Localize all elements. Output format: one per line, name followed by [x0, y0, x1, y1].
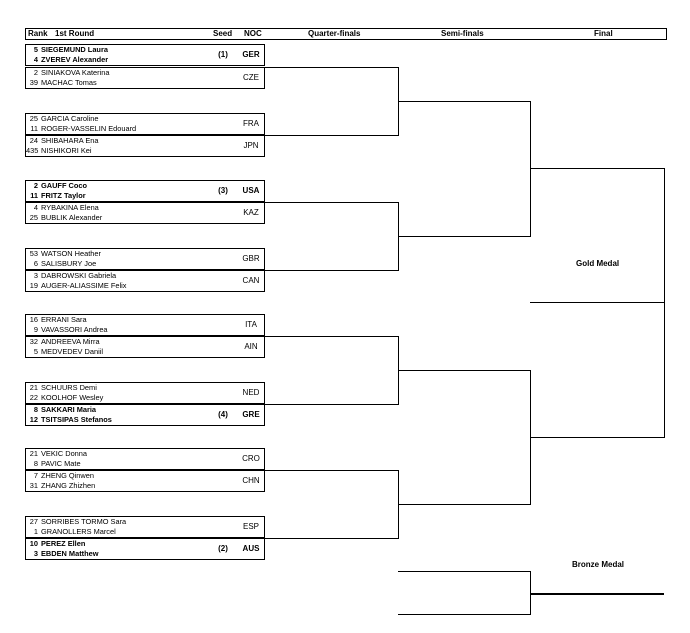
- match-box: [25, 470, 265, 492]
- player-row: [26, 539, 232, 549]
- player-row: [26, 415, 232, 425]
- player-name: VEKIC Donna: [41, 449, 88, 458]
- player-rank: 8: [33, 459, 38, 468]
- match-box: [25, 67, 265, 89]
- player-row: [26, 45, 232, 55]
- player-name: GAUFF Coco: [41, 181, 87, 190]
- player-name: MACHAC Tomas: [41, 78, 97, 87]
- player-name: EBDEN Matthew: [41, 549, 99, 558]
- player-rank: 435: [26, 146, 39, 155]
- noc-code: CAN: [242, 276, 260, 285]
- player-row: [26, 517, 232, 527]
- player-rank: 4: [33, 55, 38, 64]
- noc-code: CRO: [242, 454, 260, 463]
- match-box: [25, 248, 265, 270]
- player-rank: 2: [33, 68, 38, 77]
- player-rank: 53: [29, 249, 38, 258]
- player-name: SORRIBES TORMO Sara: [41, 517, 127, 526]
- match-box: [25, 382, 265, 404]
- player-row: [26, 78, 232, 88]
- player-row: [26, 549, 232, 559]
- player-name: MEDVEDEV Daniil: [41, 347, 104, 356]
- match-box: [25, 202, 265, 224]
- noc-code: ESP: [242, 522, 259, 531]
- player-rank: 3: [33, 549, 38, 558]
- player-row: [26, 136, 232, 146]
- seed-label: (3): [218, 186, 228, 195]
- player-name: SCHUURS Demi: [41, 383, 97, 392]
- player-name: SALISBURY Joe: [41, 259, 97, 268]
- player-rank: 2: [33, 181, 38, 190]
- header-noc: NOC: [244, 29, 262, 38]
- player-rank: 24: [29, 136, 38, 145]
- match-box: [25, 314, 265, 336]
- player-rank: 22: [29, 393, 38, 402]
- match-box: [25, 135, 265, 157]
- player-name: GRANOLLERS Marcel: [41, 527, 116, 536]
- player-row: [26, 471, 232, 481]
- player-rank: 3: [33, 271, 38, 280]
- player-rank: 12: [29, 415, 38, 424]
- player-rank: 5: [33, 347, 38, 356]
- player-rank: 5: [33, 45, 38, 54]
- noc-code: NED: [242, 388, 260, 397]
- player-row: [26, 249, 232, 259]
- match-box: [25, 270, 265, 292]
- player-rank: 9: [33, 325, 38, 334]
- player-name: FRITZ Taylor: [41, 191, 86, 200]
- player-name: ERRANI Sara: [41, 315, 87, 324]
- player-rank: 32: [29, 337, 38, 346]
- match-box: [25, 538, 265, 560]
- header-seed: Seed: [213, 29, 233, 38]
- player-name: SIEGEMUND Laura: [41, 45, 108, 54]
- player-rank: 4: [33, 203, 38, 212]
- match-box: [25, 448, 265, 470]
- bracket-header: [25, 28, 667, 40]
- player-name: VAVASSORI Andrea: [41, 325, 108, 334]
- player-row: [26, 315, 232, 325]
- player-row: [26, 146, 232, 156]
- player-name: NISHIKORI Kei: [41, 146, 92, 155]
- player-name: TSITSIPAS Stefanos: [41, 415, 112, 424]
- player-rank: 25: [29, 114, 38, 123]
- noc-code: FRA: [243, 119, 259, 128]
- header-quarter-finals: Quarter-finals: [308, 29, 361, 38]
- match-box: [25, 336, 265, 358]
- player-row: [26, 459, 232, 469]
- player-row: [26, 259, 232, 269]
- player-row: [26, 337, 232, 347]
- player-row: [26, 203, 232, 213]
- player-rank: 8: [33, 405, 38, 414]
- player-name: BUBLIK Alexander: [41, 213, 103, 222]
- player-row: [26, 191, 232, 201]
- player-name: KOOLHOF Wesley: [41, 393, 104, 402]
- player-row: [26, 68, 232, 78]
- match-box: [25, 404, 265, 426]
- player-rank: 21: [29, 449, 38, 458]
- player-name: WATSON Heather: [41, 249, 101, 258]
- match-box: [25, 516, 265, 538]
- player-name: ROGER-VASSELIN Edouard: [41, 124, 137, 133]
- player-row: [26, 281, 232, 291]
- match-box: [25, 113, 265, 135]
- seed-label: (4): [218, 410, 228, 419]
- noc-code: CZE: [243, 73, 259, 82]
- noc-code: GER: [242, 50, 260, 59]
- match-box: [25, 44, 265, 66]
- player-row: [26, 347, 232, 357]
- header-final: Final: [594, 29, 613, 38]
- player-rank: 27: [29, 517, 38, 526]
- gold-medal-label: Gold Medal: [576, 259, 620, 268]
- player-name: SHIBAHARA Ena: [41, 136, 99, 145]
- player-name: SAKKARI Maria: [41, 405, 97, 414]
- player-name: PAVIC Mate: [41, 459, 81, 468]
- player-row: [26, 213, 232, 223]
- player-row: [26, 383, 232, 393]
- player-rank: 39: [29, 78, 38, 87]
- noc-code: ITA: [245, 320, 257, 329]
- noc-code: GBR: [242, 254, 260, 263]
- player-name: SINIAKOVA Katerina: [41, 68, 110, 77]
- header-rank: Rank: [28, 29, 48, 38]
- noc-code: JPN: [243, 141, 259, 150]
- player-rank: 1: [33, 527, 38, 536]
- player-rank: 6: [33, 259, 38, 268]
- noc-code: USA: [242, 186, 260, 195]
- player-row: [26, 449, 232, 459]
- player-rank: 31: [29, 481, 38, 490]
- bronze-medal-label: Bronze Medal: [572, 560, 625, 569]
- noc-code: AIN: [244, 342, 258, 351]
- player-rank: 19: [29, 281, 38, 290]
- player-name: PEREZ Ellen: [41, 539, 86, 548]
- player-row: [26, 55, 232, 65]
- noc-code: GRE: [242, 410, 260, 419]
- player-name: AUGER-ALIASSIME Felix: [41, 281, 127, 290]
- player-row: [26, 527, 232, 537]
- noc-code: KAZ: [243, 208, 259, 217]
- player-row: [26, 271, 232, 281]
- player-rank: 25: [29, 213, 38, 222]
- noc-code: CHN: [242, 476, 260, 485]
- header-semi-finals: Semi-finals: [441, 29, 484, 38]
- player-row: [26, 114, 232, 124]
- seed-label: (2): [218, 544, 228, 553]
- player-rank: 11: [30, 124, 38, 133]
- noc-code: AUS: [242, 544, 260, 553]
- player-rank: 11: [30, 191, 38, 200]
- player-rank: 21: [29, 383, 38, 392]
- player-row: [26, 124, 232, 134]
- player-name: DABROWSKI Gabriela: [41, 271, 117, 280]
- player-rank: 16: [29, 315, 38, 324]
- match-box: [25, 180, 265, 202]
- player-name: ANDREEVA Mirra: [41, 337, 100, 346]
- player-row: [26, 481, 232, 491]
- player-row: [26, 325, 232, 335]
- player-row: [26, 405, 232, 415]
- header-first-round: 1st Round: [55, 29, 95, 38]
- player-row: [26, 393, 232, 403]
- player-name: ZHANG Zhizhen: [41, 481, 96, 490]
- player-row: [26, 181, 232, 191]
- player-name: ZVEREV Alexander: [41, 55, 109, 64]
- player-name: RYBAKINA Elena: [41, 203, 99, 212]
- player-rank: 7: [33, 471, 38, 480]
- seed-label: (1): [218, 50, 228, 59]
- player-rank: 10: [29, 539, 38, 548]
- player-name: GARCIA Caroline: [41, 114, 99, 123]
- player-name: ZHENG Qinwen: [41, 471, 94, 480]
